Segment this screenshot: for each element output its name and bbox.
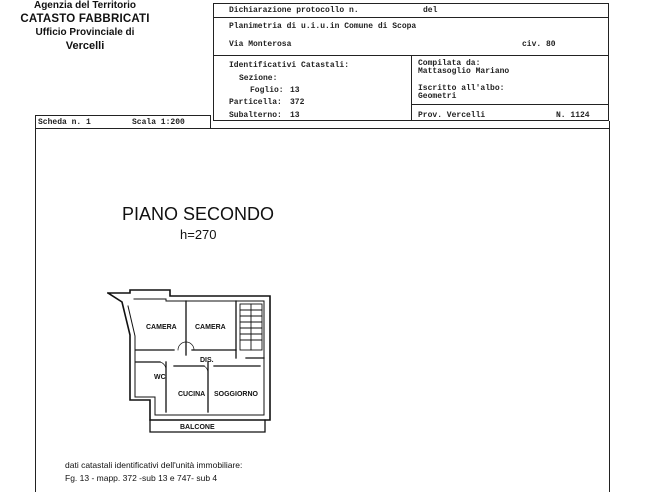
floor-plan-outline — [108, 290, 270, 420]
subalterno-value: 13 — [290, 111, 300, 120]
plan-title: PIANO SECONDO — [122, 204, 275, 224]
floor-plan — [100, 280, 290, 440]
office-city: Vercelli — [65, 40, 105, 52]
section-label: Sezione: — [239, 74, 278, 83]
plan-title-label: Planimetria di u.i.u.in Comune di Scopa — [229, 22, 417, 31]
room-camera-right: CAMERA — [195, 324, 226, 331]
footer-identifiers: Fg. 13 - mapp. 372 -sub 13 e 747- sub 4 — [65, 473, 218, 483]
frame-top-border — [35, 128, 609, 129]
frame-left-border — [35, 128, 36, 492]
office-label: Ufficio Provinciale di — [35, 27, 135, 38]
civic-number: civ. 80 — [522, 40, 556, 49]
scheda-label: Scheda n. 1 — [38, 118, 91, 127]
particella-label: Particella: — [229, 98, 282, 107]
foglio-value: 13 — [290, 86, 300, 95]
header-divider-3 — [411, 104, 609, 105]
header-divider-1 — [213, 17, 609, 18]
subalterno-label: Subalterno: — [229, 111, 282, 120]
scala-label: Scala 1:200 — [132, 118, 185, 127]
catasto-title: CATASTO FABBRICATI — [20, 13, 150, 25]
foglio-label: Foglio: — [250, 86, 284, 95]
frame-right-border — [609, 121, 610, 492]
room-cucina: CUCINA — [178, 391, 206, 398]
compiled-label: Compilata da: — [418, 59, 481, 68]
room-balcone: BALCONE — [180, 424, 215, 431]
room-wc: WC — [154, 374, 166, 381]
plan-height: h=270 — [180, 227, 217, 242]
footer-caption: dati catastali identificativi dell'unità immobiliare: — [65, 460, 243, 470]
street-label: Via Monterosa — [229, 40, 292, 49]
province-label: Prov. Vercelli — [418, 111, 486, 120]
room-camera-left: CAMERA — [146, 324, 177, 331]
ident-title: Identificativi Catastali: — [229, 61, 350, 70]
registered-value: Geometri — [418, 92, 457, 101]
date-label: del — [423, 6, 438, 15]
room-soggiorno: SOGGIORNO — [214, 391, 258, 398]
compiled-name: Mattasoglio Mariano — [418, 67, 510, 76]
protocol-label: Dichiarazione protocollo n. — [229, 6, 359, 15]
staircase — [240, 304, 262, 350]
particella-value: 372 — [290, 98, 305, 107]
sheet-number: N. 1124 — [556, 111, 590, 120]
registered-label: Iscritto all'albo: — [418, 84, 505, 93]
room-dis: DIS. — [200, 357, 214, 364]
agency-name: Agenzia del Territorio — [33, 0, 137, 11]
agency-block — [0, 0, 170, 53]
header-divider-vertical — [411, 55, 412, 121]
